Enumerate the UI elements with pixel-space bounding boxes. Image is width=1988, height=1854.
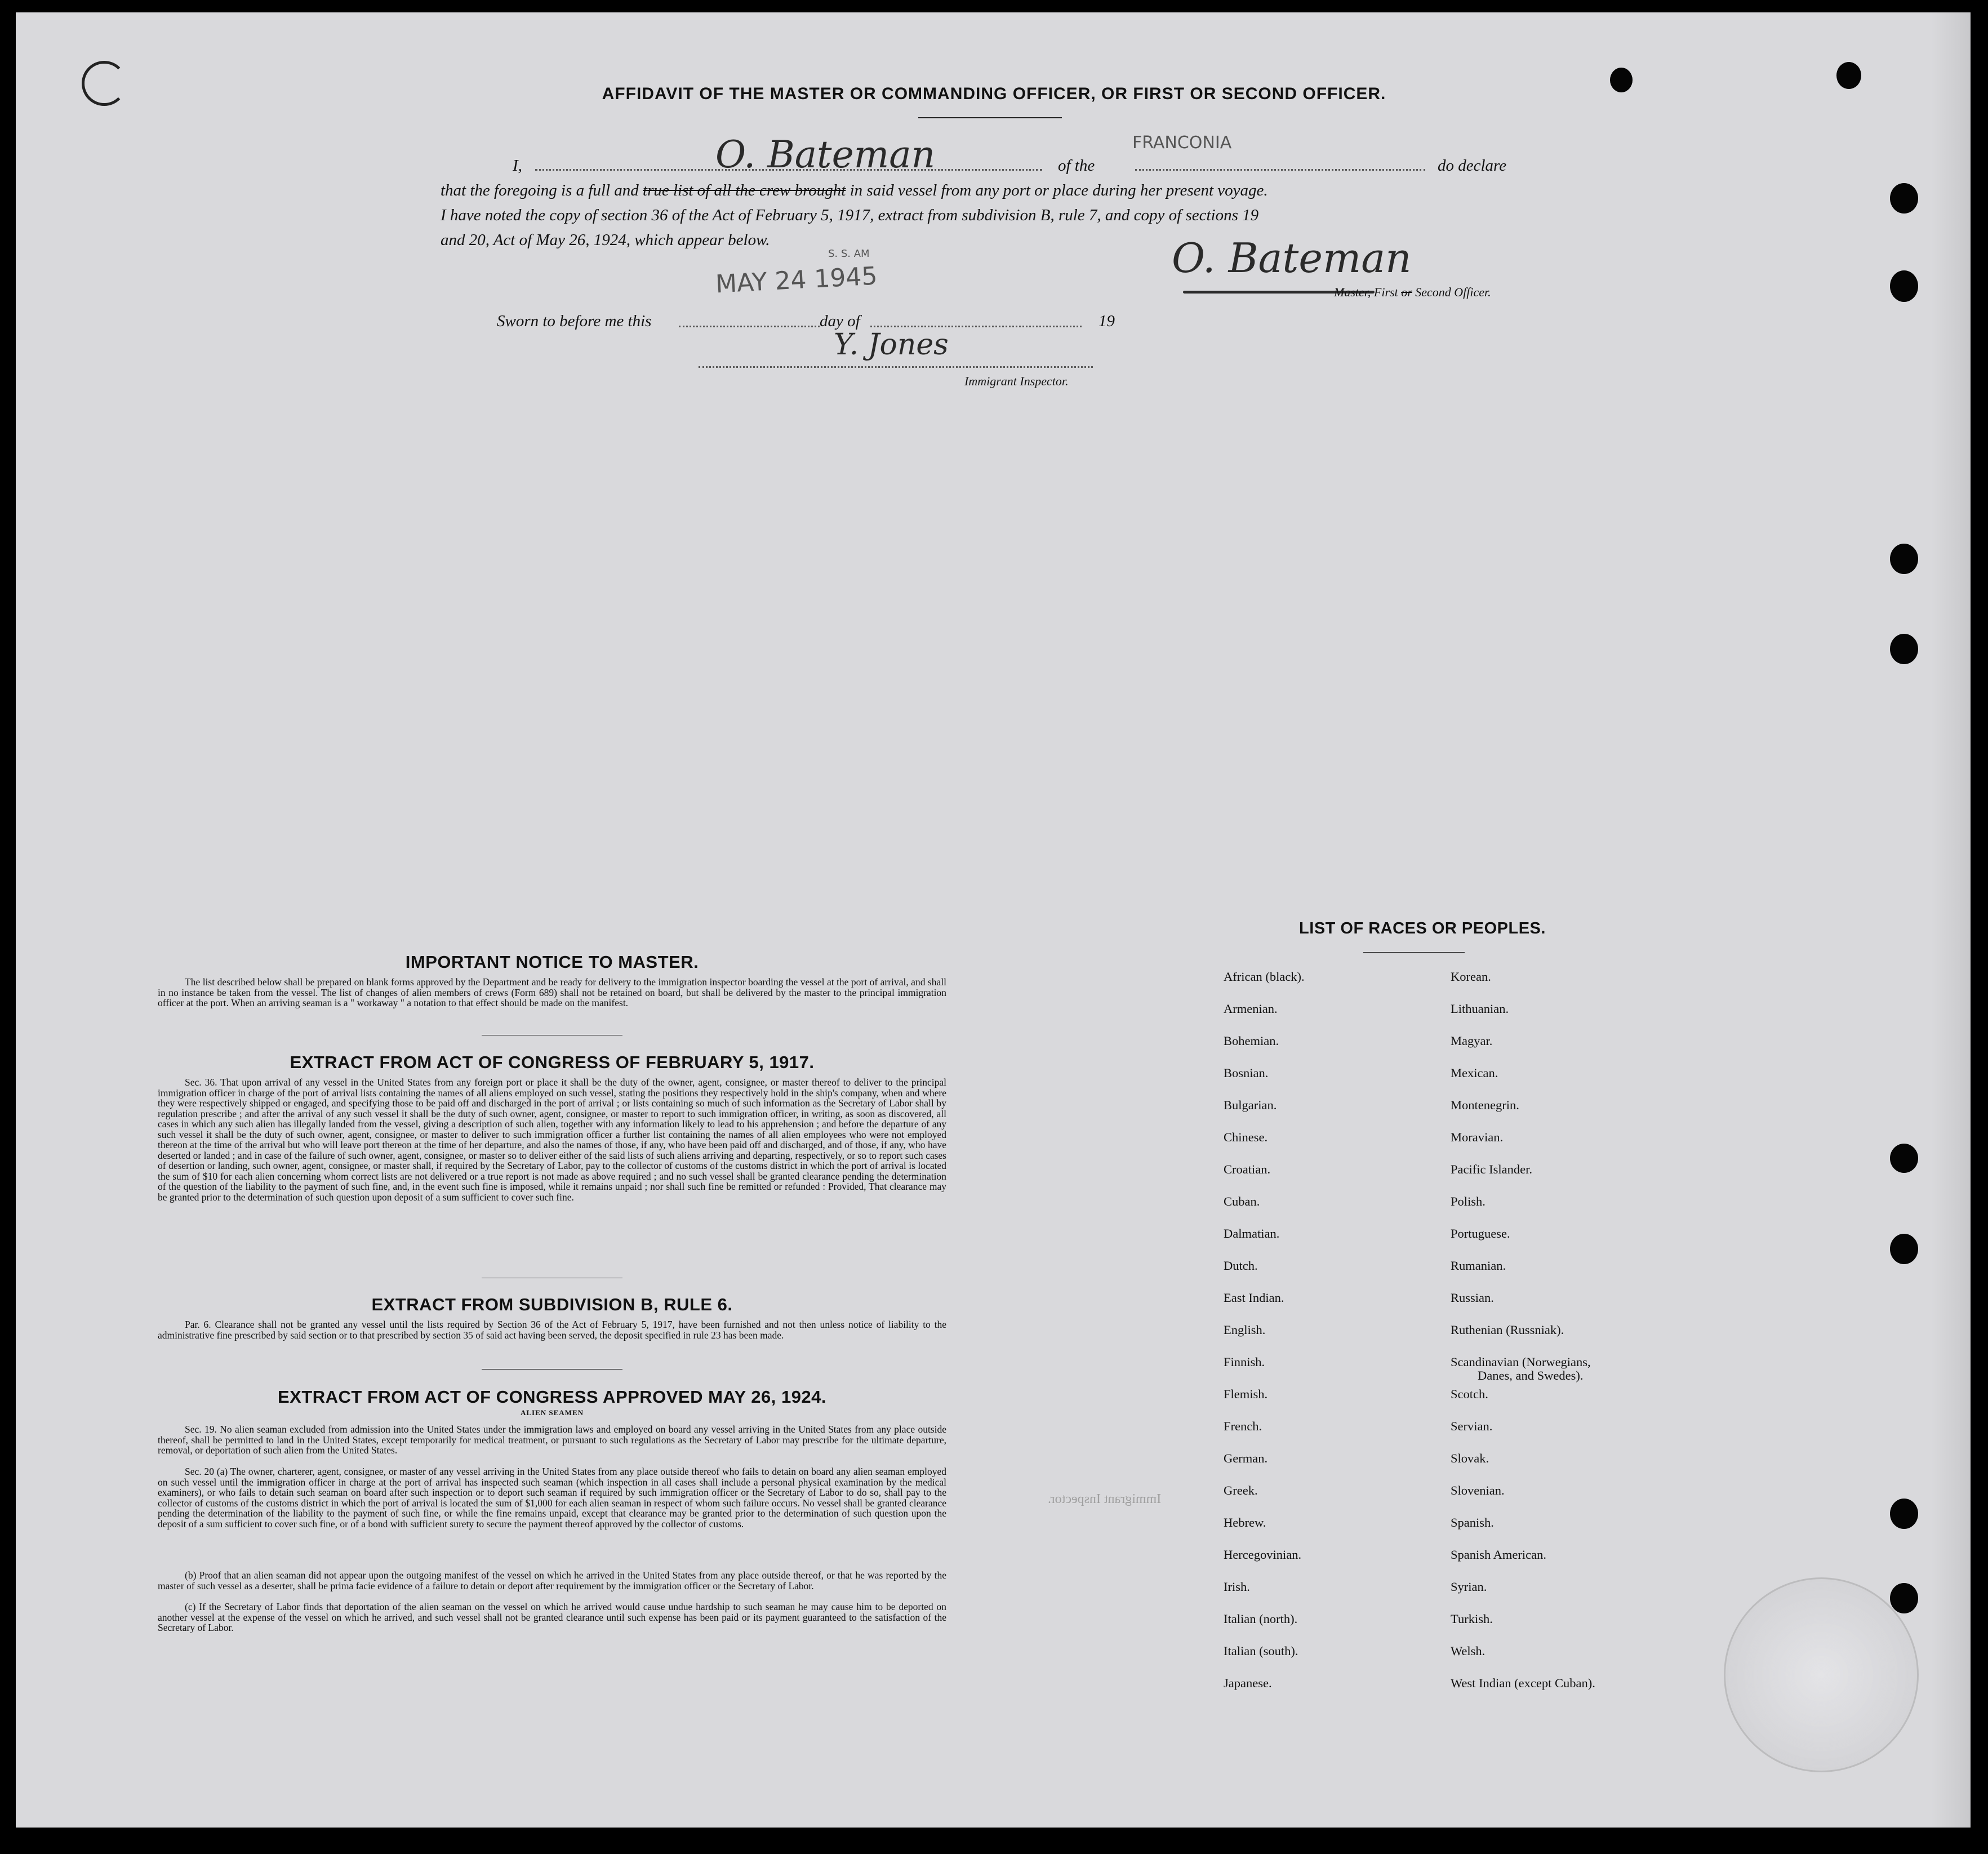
notice-text: The list described below shall be prepared on blank forms approved by the Department and be ready for delivery to the immigration inspector boarding the vessel at the port of arrival, and shall in no instance be taken from the vessel. The list of changes of alien members of crews (Form 689) shall not be retained on board, but shall be delivered by the master to the principal immigration officer at the port. When an arriving seaman is a " workaway " a notation to that effect should be made on the manifest.: [158, 976, 946, 1008]
binder-hole: [1890, 1499, 1918, 1529]
alien-seamen-subheading: ALIEN SEAMEN: [520, 1408, 584, 1417]
binder-hole: [1890, 1583, 1918, 1613]
inspector-signature: Y. Jones: [834, 328, 949, 362]
extract-1917-text: Sec. 36. That upon arrival of any vessel in the United States from any foreign port or place it shall be the duty of the owner, agent, consignee, or master thereof to deliver to the principal immigration officer in charge of the port of arrival lists containing the names of all aliens employed on such vessel, stating the positions they respectively hold in the ship's company, when and where they were respectively shipped or engaged, and specifying those to be paid off and discharged in the port of arrival ; or lists containing so much of such information as the Secretary of Labor shall by regulation prescribe ; and after the arrival of any such vessel it shall be the duty of such owner, agent, consignee, or master to report to such immigration officer, in writing, as soon as discovered, all cases in which any such alien has illegally landed from the vessel, giving a description of such alien, together with any information likely to lead to his apprehension ; and before the departure of any such vessel it shall be the duty of such owner, agent, consignee, or master to deliver to such immigration officer a further list containing the names of all alien employees who were not employed thereon at the time of the arrival but who will leave port thereon at the time of her departure, and also the names of those, if any, who have been paid off and discharged, and of those, if any, who have deserted or landed ; and in case of the failure of such owner, agent, consignee, or master so to deliver either of the said lists of such aliens arriving and departing, respectively, or so to report such cases of desertion or landing, such owner, agent, consignee, or master shall, if required by the Secretary of Labor, pay to the collector of customs of the customs district in which the port of arrival is located the sum of $10 for each alien concerning whom correct lists are not delivered or a true report is not made as above required ; and no such vessel shall be granted clearance pending the determination of the question of the liability to the payment of such fine, and, in the event such fine is imposed, while it remains unpaid ; nor shall such fine be remitted or refunded : Provided, That clearance may be granted prior to the determination of such question upon deposit of a sum sufficient to cover such fine.: [158, 1077, 946, 1203]
race-item: Finnish.: [1224, 1355, 1265, 1369]
extract-1917-heading: EXTRACT FROM ACT OF CONGRESS OF FEBRUARY 5, 1917.: [290, 1052, 815, 1072]
race-item: Mexican.: [1451, 1066, 1498, 1080]
master-signature: O. Bateman: [1172, 234, 1412, 282]
extract-1924-heading: EXTRACT FROM ACT OF CONGRESS APPROVED MAY 26, 1924.: [277, 1387, 827, 1407]
race-item: Welsh.: [1451, 1644, 1486, 1658]
affidavit-line-2b: in said vessel from any port or place during her present voyage.: [850, 181, 1268, 199]
vessel-line: [1135, 169, 1425, 171]
race-item: Slovak.: [1451, 1451, 1489, 1465]
binder-hole: [1890, 270, 1918, 302]
sec-19-text: Sec. 19. No alien seaman excluded from admission into the United States under the immigration laws and employed on board any vessel arriving in the United States from any place outside thereof, shall be permitted to land in the United States, except temporarily for medical treatment, or pursuant to such regulations as the Secretary of Labor may prescribe for the ultimate departure, removal, or deportation of such alien from the United States.: [158, 1424, 946, 1456]
bleed-through-text: Immigrant Inspector.: [1048, 1492, 1162, 1506]
race-item: Scotch.: [1451, 1387, 1488, 1401]
race-item: Armenian.: [1224, 1002, 1278, 1016]
binder-hole: [1890, 183, 1918, 214]
race-item: Servian.: [1451, 1419, 1493, 1433]
affidavit-title: AFFIDAVIT OF THE MASTER OR COMMANDING OFFICER, OR FIRST OR SECOND OFFICER.: [602, 85, 1386, 103]
document-page: [16, 12, 1971, 1828]
race-item: Portuguese.: [1451, 1226, 1510, 1241]
affidavit-line-3: I have noted the copy of section 36 of the Act of February 5, 1917, extract from subdivision B, rule 7, and copy of sections 19: [441, 206, 1259, 224]
affiant-signature: O. Bateman: [715, 133, 936, 176]
struck-text: true list of all the crew brought: [643, 181, 846, 199]
race-item: Bohemian.: [1224, 1034, 1279, 1048]
race-item: French.: [1224, 1419, 1262, 1433]
race-item: Hercegovinian.: [1224, 1548, 1302, 1562]
received-date-stamp: MAY 24 1945: [714, 261, 878, 299]
race-item: Montenegrin.: [1451, 1098, 1519, 1112]
race-item-text: Scandinavian (Norwegians,: [1451, 1355, 1591, 1369]
title-rule: [918, 117, 1062, 118]
race-item: Polish.: [1451, 1194, 1486, 1208]
year-prefix: 19: [1098, 312, 1115, 330]
day-of-label: day of: [820, 312, 860, 330]
race-item: Spanish.: [1451, 1515, 1494, 1530]
of-the-label: of the: [1058, 157, 1095, 175]
sworn-label: Sworn to before me this: [497, 312, 652, 330]
sec-20b-text: (b) Proof that an alien seaman did not appear upon the outgoing manifest of the vessel on which he arrived in the United States from any place outside thereof, or that he was reported by the master of such vessel as a deserter, shall be prima facie evidence of a failure to detain or deport after requirement by the immigration officer or the Secretary of Labor.: [158, 1570, 946, 1591]
affidavit-line-4: and 20, Act of May 26, 1924, which appear below.: [441, 231, 770, 249]
inspector-label: Immigrant Inspector.: [964, 374, 1069, 388]
sec-20c-text: (c) If the Secretary of Labor finds that deportation of the alien seaman on the vessel on which he arrived would cause undue hardship to such seaman he may cause him to be deported on another vessel at the expense of the vessel on which he arrived, and such vessel shall not be granted clearance until such expense has been paid or its payment guaranteed to the satisfaction of the Secretary of Labor.: [158, 1601, 946, 1633]
race-item: Turkish.: [1451, 1612, 1493, 1626]
race-item: Italian (south).: [1224, 1644, 1298, 1658]
section-rule: [482, 1369, 622, 1370]
inspector-line: [699, 366, 1093, 368]
master-label-struck: or: [1401, 285, 1412, 299]
race-item: English.: [1224, 1323, 1266, 1337]
notice-heading: IMPORTANT NOTICE TO MASTER.: [405, 952, 699, 972]
race-item: Spanish American.: [1451, 1548, 1546, 1562]
race-item: [1451, 1354, 1595, 1386]
race-item: Hebrew.: [1224, 1515, 1266, 1530]
race-item: Dalmatian.: [1224, 1226, 1280, 1241]
sec-20a-text: Sec. 20 (a) The owner, charterer, agent, consignee, or master of any vessel arriving in the United States from any place outside thereof who fails to detain on board any alien seaman employed on such vessel until the immigration officer in charge at the port of arrival has inspected such seaman (which inspection in all cases shall include a personal physical examination by the medical examiners), or who fails to detain such seaman on board after such inspection or to deport such seaman if required by such immigration officer or the Secretary of Labor to do so, shall pay to the collector of customs of the customs district in which the port of arrival is located the sum of $1,000 for each alien seaman in respect of whom such failure occurs. No vessel shall be granted clearance pending the determination of the liability to the payment of such fine, or while the fine remains unpaid, except that clearance may be granted prior to the determination of such question upon the deposit of a sum sufficient to cover such fine, or of a bond with sufficient surety to secure the payment thereof approved by the collector of customs.: [158, 1466, 946, 1530]
do-declare-label: do declare: [1438, 157, 1507, 175]
race-item: Ruthenian (Russniak).: [1451, 1323, 1564, 1337]
race-item-continuation: Danes, and Swedes).: [1478, 1368, 1584, 1382]
affidavit-i-label: I,: [513, 157, 522, 175]
binder-hole: [1890, 544, 1918, 574]
race-item: Chinese.: [1224, 1130, 1268, 1144]
subdivision-b-heading: EXTRACT FROM SUBDIVISION B, RULE 6.: [371, 1295, 733, 1314]
subdivision-b-text: Par. 6. Clearance shall not be granted any vessel until the lists required by Section 36 of the Act of February 5, 1917, have been furnished and not then unless notice of liability to the administrative fine prescribed by said section or to that prescribed by section 35 of said act having been served, the deposit specified in rule 23 has been made.: [158, 1319, 946, 1341]
binder-hole: [1890, 1144, 1918, 1173]
race-item: Italian (north).: [1224, 1612, 1298, 1626]
race-item: Japanese.: [1224, 1676, 1272, 1690]
race-item: Cuban.: [1224, 1194, 1260, 1208]
race-item: East Indian.: [1224, 1291, 1284, 1305]
race-item: Greek.: [1224, 1483, 1258, 1497]
race-item: Flemish.: [1224, 1387, 1268, 1401]
races-left-column: [1224, 969, 1305, 1708]
race-item: Syrian.: [1451, 1580, 1487, 1594]
binder-hole: [1890, 634, 1918, 664]
master-label-a: Master, First: [1334, 285, 1398, 299]
race-item: Lithuanian.: [1451, 1002, 1509, 1016]
embossed-seal: [1724, 1577, 1919, 1772]
sworn-day-line: [679, 326, 820, 327]
binder-hole: [1890, 1234, 1918, 1264]
race-item: African (black).: [1224, 970, 1305, 984]
race-item: Irish.: [1224, 1580, 1250, 1594]
race-item: Dutch.: [1224, 1259, 1258, 1273]
page-edge-shadow: [1931, 12, 1971, 1828]
race-item: Bosnian.: [1224, 1066, 1269, 1080]
master-label: [1334, 285, 1491, 300]
race-item: Russian.: [1451, 1291, 1494, 1305]
affidavit-line-2a: that the foregoing is a full and: [441, 181, 639, 199]
race-item: Moravian.: [1451, 1130, 1504, 1144]
race-item: West Indian (except Cuban).: [1451, 1676, 1595, 1690]
race-item: Magyar.: [1451, 1034, 1493, 1048]
race-item: Rumanian.: [1451, 1259, 1506, 1273]
races-heading: LIST OF RACES OR PEOPLES.: [1299, 919, 1546, 937]
race-item: Slovenian.: [1451, 1483, 1505, 1497]
race-item: German.: [1224, 1451, 1268, 1465]
race-item: Croatian.: [1224, 1162, 1271, 1176]
sworn-month-line: [870, 326, 1082, 327]
vessel-name-stamp: FRANCONIA: [1132, 133, 1232, 153]
races-right-column: [1451, 969, 1595, 1708]
race-item: Korean.: [1451, 970, 1491, 984]
races-heading-rule: [1363, 952, 1465, 953]
stamp-extra: S. S. AM: [828, 248, 870, 260]
affidavit-line-2: [441, 181, 1522, 200]
master-label-b: Second Officer.: [1415, 285, 1491, 299]
race-item: Bulgarian.: [1224, 1098, 1277, 1112]
race-item: Pacific Islander.: [1451, 1162, 1532, 1176]
